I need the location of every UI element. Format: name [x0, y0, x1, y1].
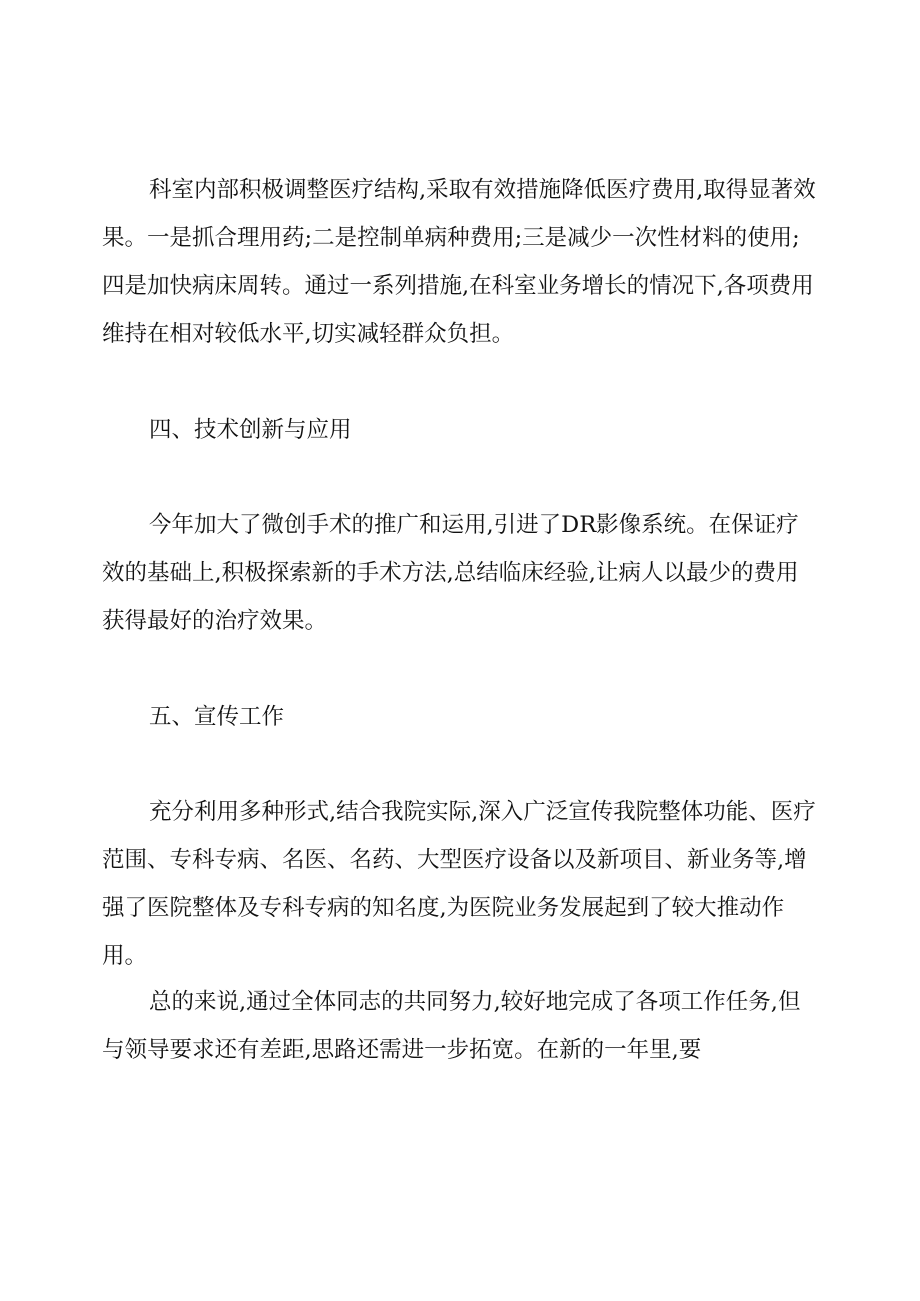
paragraph-summary: 总的来说,通过全体同志的共同努力,较好地完成了各项工作任务,但与领导要求还有差距,思路还需进一步拓宽。在新的一年里,要: [102, 989, 801, 1063]
paragraph-publicity: 充分利用多种形式,结合我院实际,深入广泛宣传我院整体功能、医疗范围、专科专病、名医、名药、大型医疗设备以及新项目、新业务等,增强了医院整体及专科专病的知名度,为医院业务发展起到了较大推动作用。: [102, 799, 816, 969]
paragraph-cost-control: 科室内部积极调整医疗结构,采取有效措施降低医疗费用,取得显著效果。一是抓合理用药;二是控制单病种费用;三是减少一次性材料的使用;四是加快病床周转。通过一系列措施,在科室业务增长的情况下,各项费用维持在相对较低水平,切实减轻群众负担。: [102, 177, 816, 347]
paragraph-technology: 今年加大了微创手术的推广和运用,引进了DR影像系统。在保证疗效的基础上,积极探索新的手术方法,总结临床经验,让病人以最少的费用获得最好的治疗效果。: [102, 512, 799, 634]
section-heading-publicity: 五、宣传工作: [149, 704, 285, 730]
section-heading-technology: 四、技术创新与应用: [149, 417, 352, 443]
